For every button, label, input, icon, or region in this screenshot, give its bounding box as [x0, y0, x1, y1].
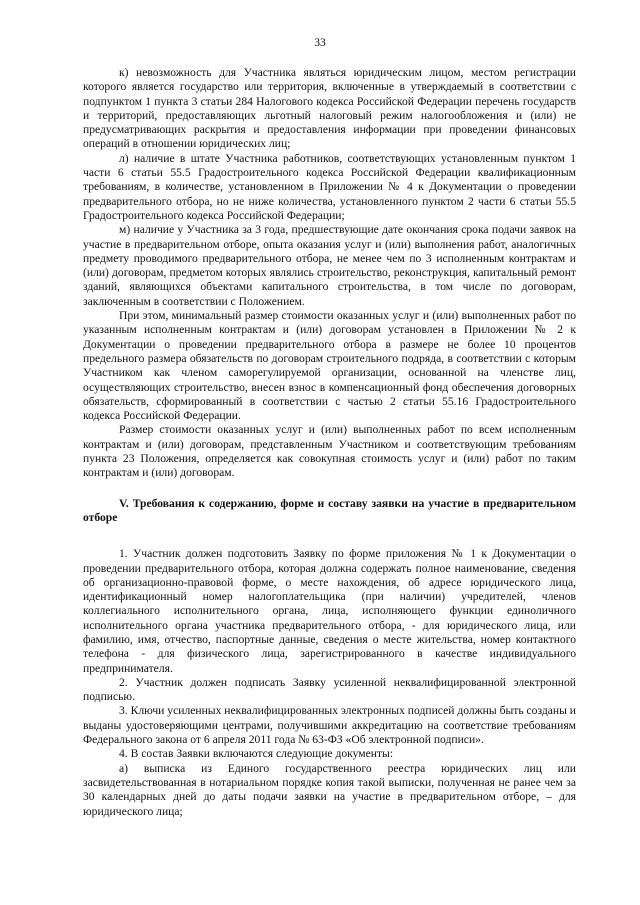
paragraph-1: 1. Участник должен подготовить Заявку по форме приложения № 1 к Документации о проведении предварительного отбора, которая должна содержать полное наименование, сведения об организационно-правовой форме, о месте нахождения, об адресе юридического лица, идентификационный номер налогоплательщика (при наличии) учредителей, членов коллегиального исполнительного органа, лица, исполняющего функции единоличного исполнительного органа участника предварительного отбора, - для юридического лица, или фамилию, имя, отчество, паспортные данные, сведения о месте жительства, номер контактного телефона - для физического лица, зарегистрированного в качестве индивидуального предпринимателя.	[83, 547, 576, 675]
section-heading: V. Требования к содержанию, форме и составу заявки на участие в предварительном отборе	[83, 496, 576, 524]
paragraph-3: 3. Ключи усиленных неквалифицированных электронных подписей должны быть созданы и выданы удостоверяющими центрами, получившими аккредитацию на соответствие требованиям Федерального закона от 6 апреля 2011 года № 63-ФЗ «Об электронной подписи».	[83, 704, 576, 747]
paragraph-2: 2. Участник должен подписать Заявку усиленной неквалифицированной электронной подписью.	[83, 675, 576, 704]
page-number: 33	[314, 37, 326, 49]
section-gap	[83, 525, 576, 547]
paragraph-m: м) наличие у Участника за 3 года, предшествующие дате окончания срока подачи заявок на участие в предварительном отборе, опыта оказания услуг и (или) выполнения работ, аналогичных предмету проводимого предварительного отбора, не менее чем по 3 исполненным контрактам и (или) договорам, предметом которых являлись строительство, реконструкция, капитальный ремонт зданий, являющихся объектами капитального строительства, в том числе по договорам, заключенным в соответствии с Положением.	[83, 223, 576, 308]
paragraph-min-cost: При этом, минимальный размер стоимости оказанных услуг и (или) выполненных работ по указанным исполненным контрактам и (или) договорам установлен в Приложении № 2 к Документации о проведении предварительного отбора в размере не более 10 процентов предельного размера обязательств по договорам строительного подряда, в соответствии с которым Участником как членом саморегулируемой организации, основанной на членстве лиц, осуществляющих строительство, внесен взнос в компенсационный фонд обеспечения договорных обязательств, сформированный в соответствии с частью 2 статьи 55.16 Градостроительного кодекса Российской Федерации.	[83, 309, 576, 423]
document-body	[83, 66, 576, 819]
paragraph-4a: а) выписка из Единого государственного реестра юридических лиц или засвидетельствованная в нотариальном порядке копия такой выписки, полученная не ранее чем за 30 календарных дней до даты подачи заявки на участие в предварительном отборе, – для юридического лица;	[83, 761, 576, 818]
paragraph-4: 4. В состав Заявки включаются следующие документы:	[119, 747, 394, 761]
paragraph-total-cost: Размер стоимости оказанных услуг и (или) выполненных работ по всем исполненным контрактам и (или) договорам, представленным Участником и соответствующим требованиям пункта 23 Положения, определяется как совокупная стоимость услуг и (или) работ по таким контрактам и (или) договорам.	[83, 423, 576, 480]
paragraph-k: к) невозможность для Участника являться юридическим лицом, местом регистрации которого является государство или территория, включенные в утверждаемый в соответствии с подпунктом 1 пункта 3 статьи 284 Налогового кодекса Российской Федерации перечень государств и территорий, предоставляющих льготный налоговый режим налогообложения и (или) не предусматривающих раскрытия и предоставления информации при проведении финансовых операций в отношении юридических лиц;	[83, 66, 576, 151]
paragraph-l: л) наличие в штате Участника работников, соответствующих установленным пунктом 1 части 6 статьи 55.5 Градостроительного кодекса Российской Федерации квалификационным требованиям, в количестве, установленном в Приложении № 4 к Документации о проведении предварительного отбора, но не ниже количества, установленного пунктом 2 части 6 статьи 55.5 Градостроительного кодекса Российской Федерации;	[83, 151, 576, 222]
